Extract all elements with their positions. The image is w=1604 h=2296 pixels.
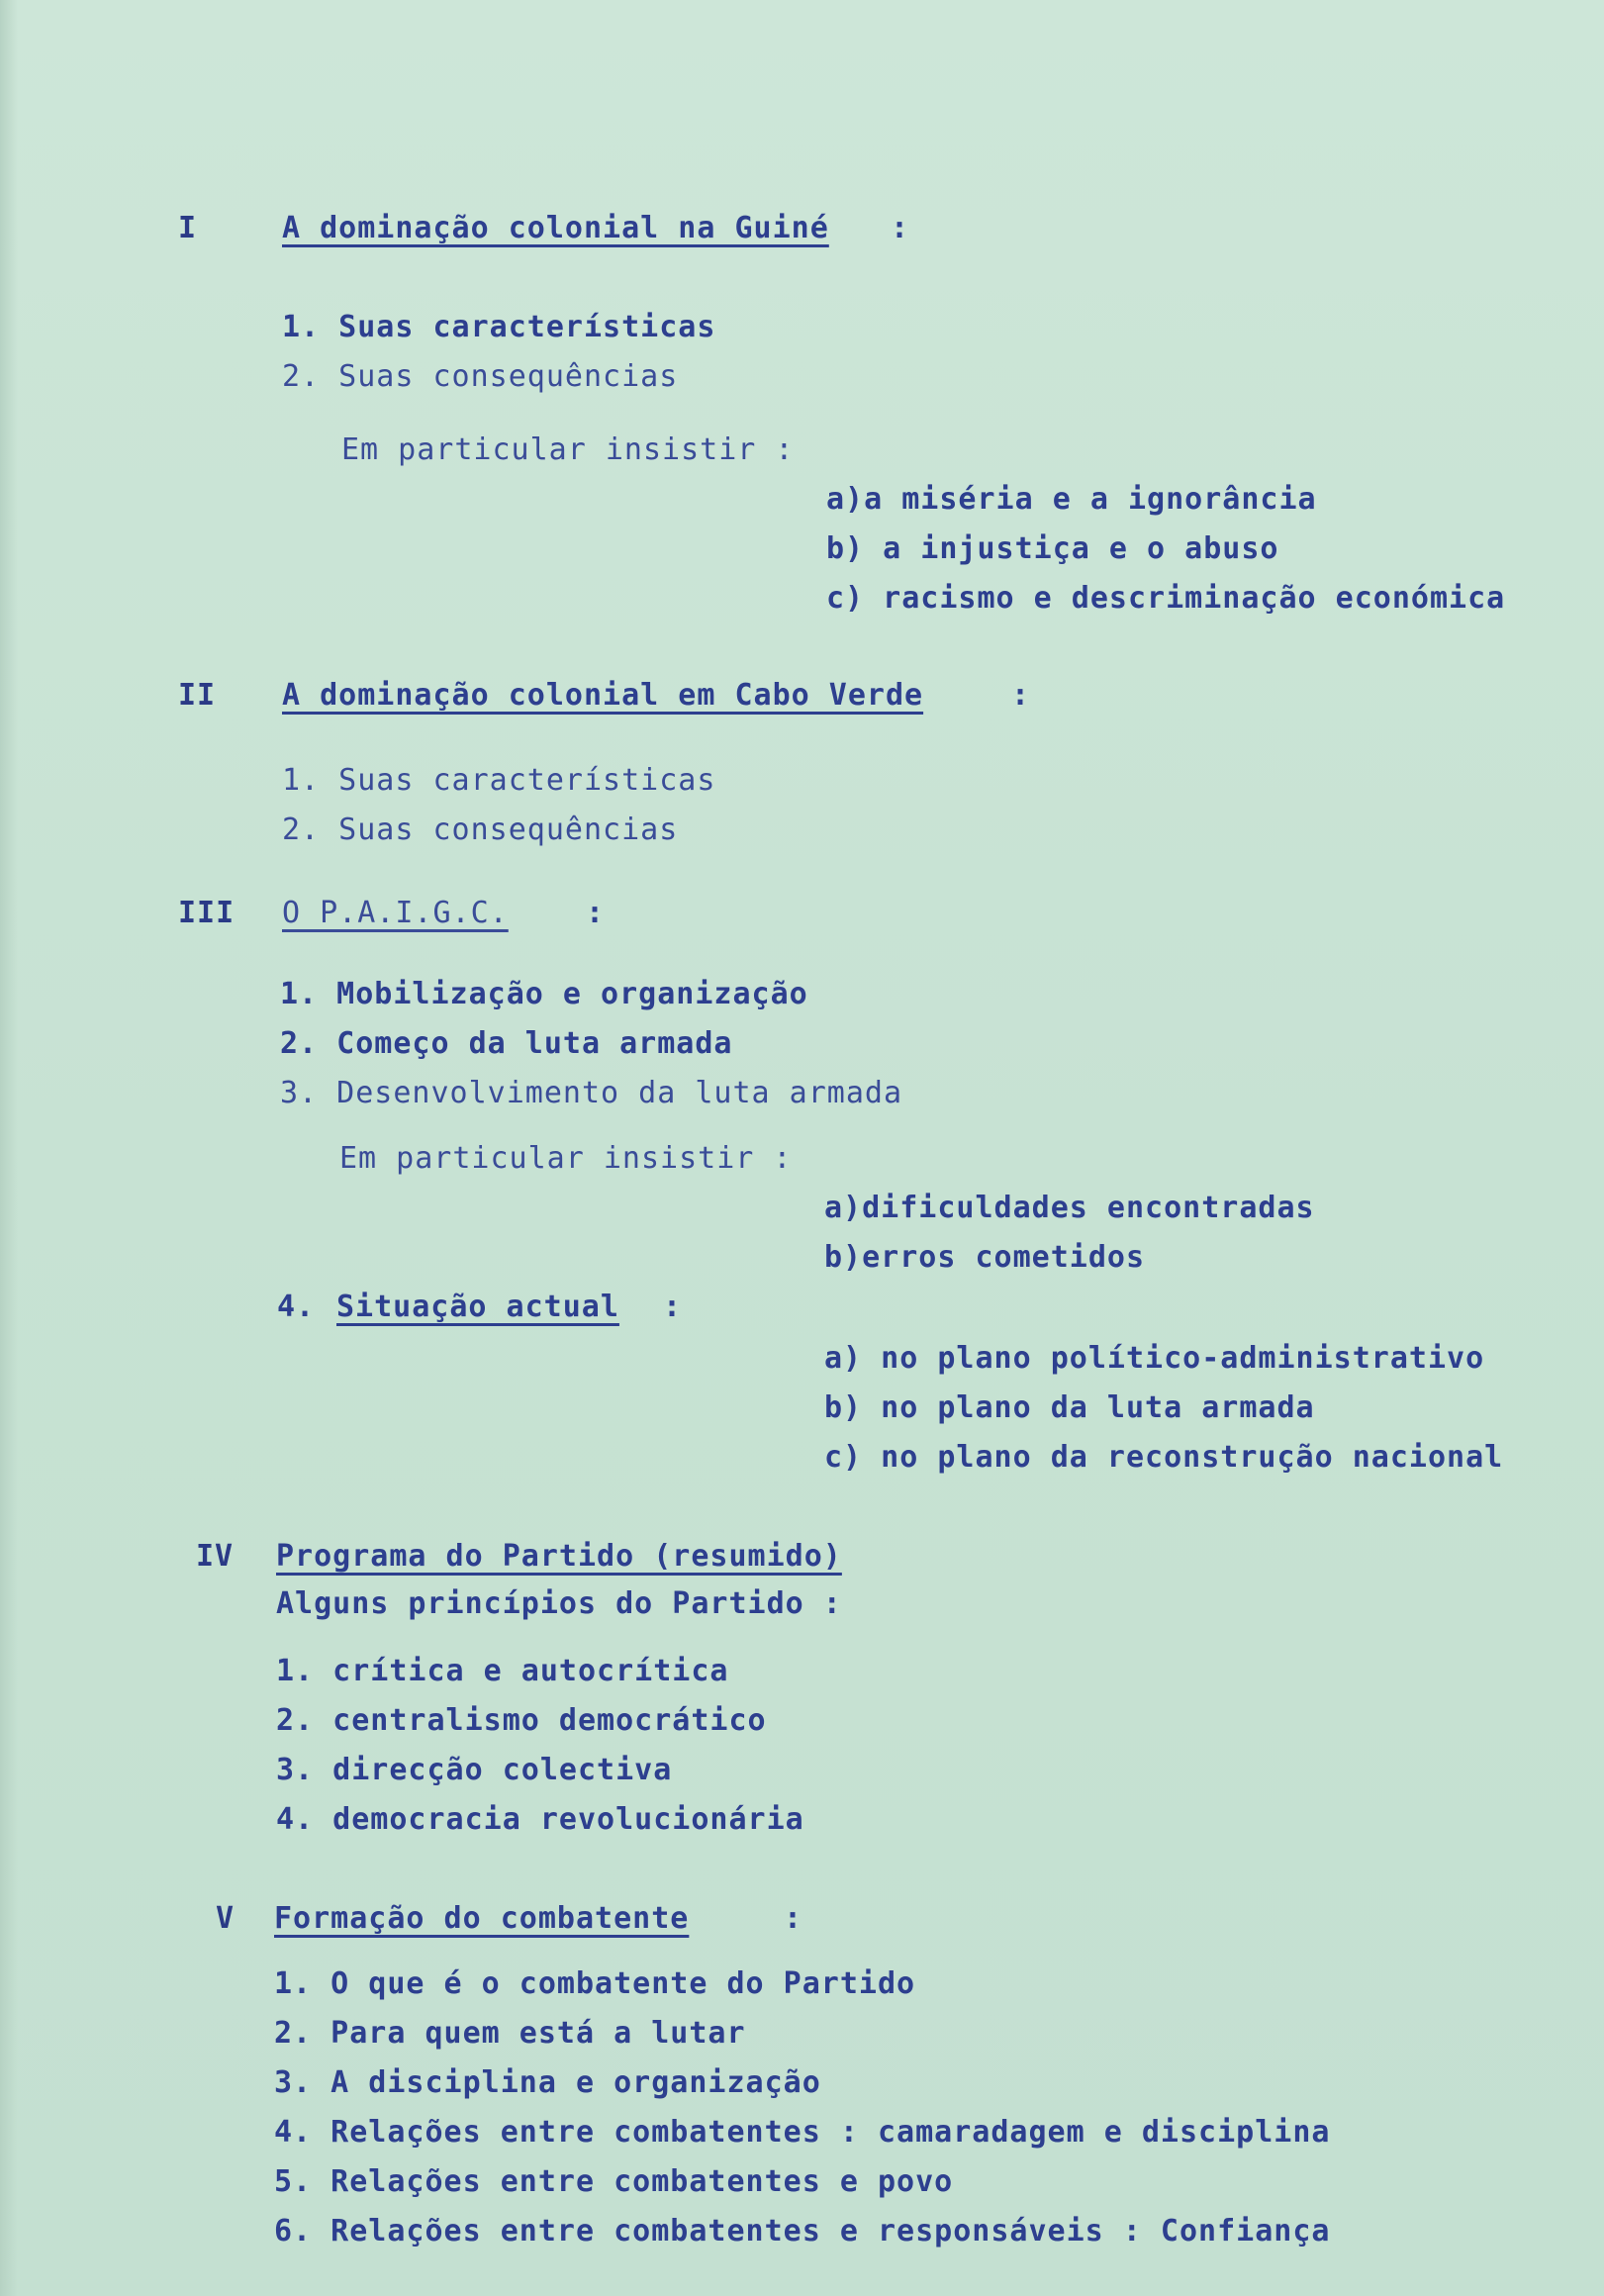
section-5-title: Formação do combatente xyxy=(274,1901,690,1936)
section-3-title: O P.A.I.G.C. xyxy=(282,896,509,930)
section-3-item-1: 1. Mobilização e organização xyxy=(280,977,808,1011)
section-3-item-4-sub-c: c) no plano da reconstrução nacional xyxy=(824,1440,1504,1475)
section-1-emphasis-b: b) a injustiça e o abuso xyxy=(826,531,1279,566)
section-3-numeral: III xyxy=(178,896,236,930)
section-2-item-1: 1. Suas características xyxy=(282,763,716,798)
section-1-emphasis-c: c) racismo e descriminação económica xyxy=(826,581,1506,616)
paper-edge-shadow xyxy=(0,0,18,2296)
section-5-numeral: V xyxy=(216,1901,236,1936)
section-5-item-5: 5. Relações entre combatentes e povo xyxy=(274,2164,954,2199)
section-1-colon: : xyxy=(891,211,910,245)
section-3-item-4-colon: : xyxy=(663,1290,683,1324)
section-4-item-1: 1. crítica e autocrítica xyxy=(276,1654,729,1688)
section-1-emphasis-label: Em particular insistir : xyxy=(341,432,795,467)
section-4-title: Programa do Partido (resumido) xyxy=(276,1539,842,1574)
section-3-emphasis-label: Em particular insistir : xyxy=(339,1141,793,1176)
section-4-item-2: 2. centralismo democrático xyxy=(276,1703,767,1738)
section-4-item-4: 4. democracia revolucionária xyxy=(276,1802,804,1837)
section-4-numeral: IV xyxy=(196,1539,235,1574)
section-3-item-4-title: Situação actual xyxy=(336,1290,619,1324)
section-1-emphasis-a: a)a miséria e a ignorância xyxy=(826,482,1317,517)
section-5-item-6: 6. Relações entre combatentes e responsáveis : Confiança xyxy=(274,2214,1331,2248)
section-2-title: A dominação colonial em Cabo Verde xyxy=(282,678,924,713)
section-1-item-1: 1. Suas características xyxy=(282,310,716,344)
section-5-item-3: 3. A disciplina e organização xyxy=(274,2065,821,2100)
section-3-item-4-sub-a: a) no plano político-administrativo xyxy=(824,1341,1485,1376)
section-3-emphasis-a: a)dificuldades encontradas xyxy=(824,1191,1315,1225)
section-4-subtitle: Alguns princípios do Partido : xyxy=(276,1586,842,1621)
section-1-numeral: I xyxy=(178,211,198,245)
section-4-item-3: 3. direcção colectiva xyxy=(276,1753,673,1787)
section-5-item-1: 1. O que é o combatente do Partido xyxy=(274,1966,916,2001)
section-1-item-2: 2. Suas consequências xyxy=(282,359,679,394)
section-3-item-2: 2. Começo da luta armada xyxy=(280,1026,733,1061)
section-3-item-4-number: 4. xyxy=(277,1290,316,1324)
section-3-colon: : xyxy=(586,896,606,930)
section-3-item-4-sub-b: b) no plano da luta armada xyxy=(824,1390,1315,1425)
section-2-item-2: 2. Suas consequências xyxy=(282,813,679,847)
section-5-item-4: 4. Relações entre combatentes : camaradagem e disciplina xyxy=(274,2115,1331,2150)
section-2-colon: : xyxy=(1011,678,1031,713)
section-3-item-3: 3. Desenvolvimento da luta armada xyxy=(280,1076,903,1110)
section-3-emphasis-b: b)erros cometidos xyxy=(824,1240,1146,1275)
section-5-colon: : xyxy=(784,1901,803,1936)
section-1-title: A dominação colonial na Guiné xyxy=(282,211,829,245)
section-2-numeral: II xyxy=(178,678,217,713)
section-5-item-2: 2. Para quem está a lutar xyxy=(274,2016,746,2051)
